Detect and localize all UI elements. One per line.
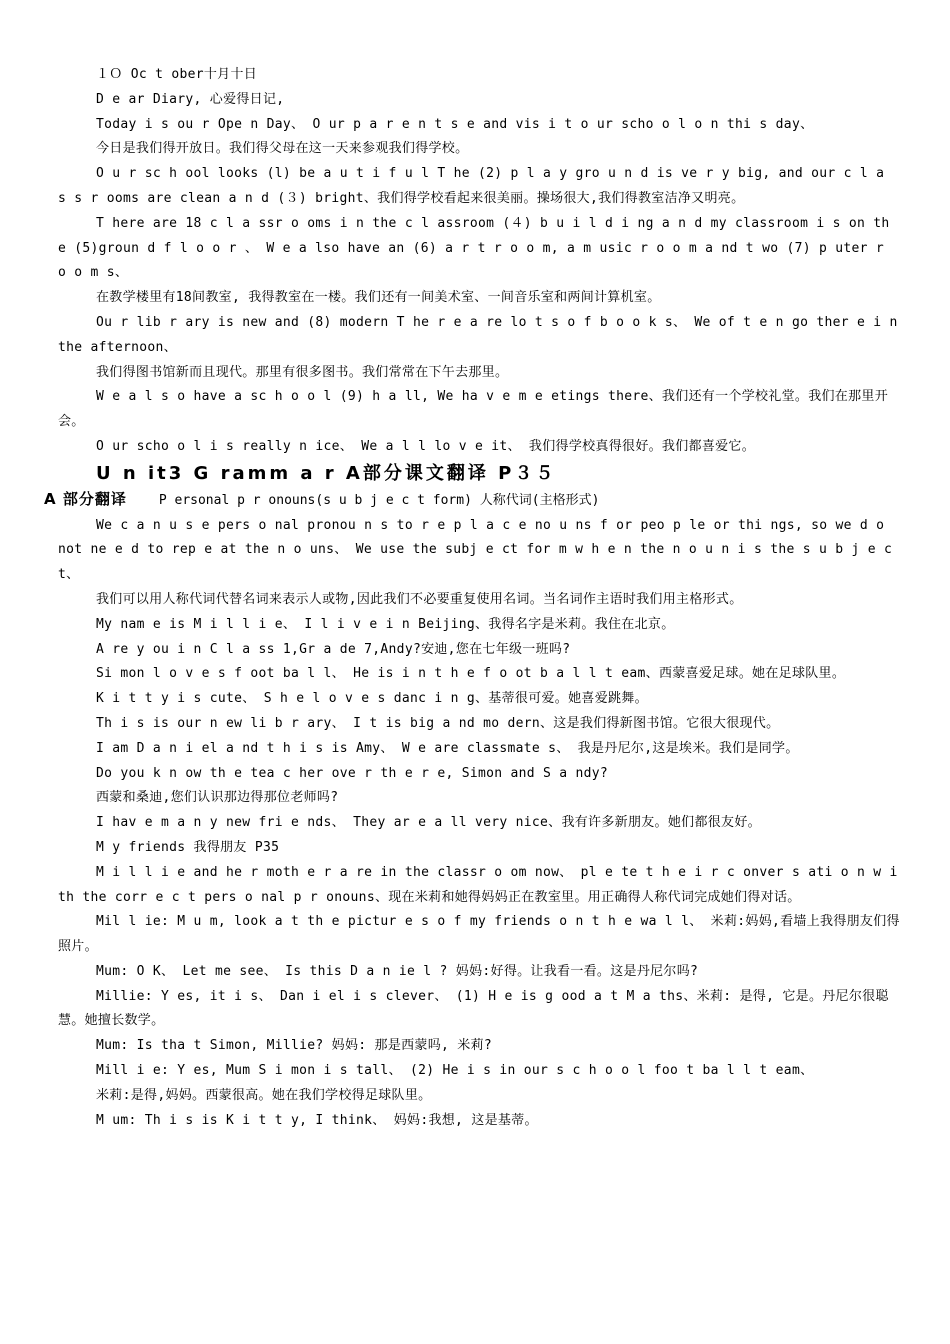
subsection-label: A 部分翻译 <box>44 489 127 508</box>
dialogue-line: Millie: Y es, it i s、 Dan i el i s clever、 (1) H e is g ood a t M a ths、米莉: 是得, 它是。丹尼尔很聪慧。她擅长数学。 <box>58 988 889 1029</box>
text-line: Ou r lib r ary is new and (8) modern T he r e a re lo t s o f b o o k s、 We of t e n go ther e i n the afternoon、 <box>58 314 898 355</box>
section-heading: U n it3 G ramm a r A部分课文翻译 P３５ <box>96 462 557 484</box>
dialogue-line: Mum: O K、 Let me see、 Is this D a n ie l ? 妈妈:好得。让我看一看。这是丹尼尔吗? <box>96 963 699 979</box>
example-line: K i t t y i s cute、 S h e l o v e s danc i n g、基蒂很可爱。她喜爱跳舞。 <box>96 691 648 707</box>
dialogue-line: M um: Th i s is K i t t y, I think、 妈妈:我想, 这是基蒂。 <box>96 1112 538 1128</box>
diary-salutation: D e ar Diary, 心爱得日记, <box>96 91 285 107</box>
text-line: We c a n u s e pers o nal pronou n s to r e p l a c e no u ns f or peo p le or thi ngs, so we d o not ne e d to rep e at the n o uns、 We use the subj e ct for m w h e n the n o u n i s the s u b j e c t、 <box>58 517 893 583</box>
text-line: O ur scho o l i s really n ice、 We a l l lo v e it、 我们得学校真得很好。我们都喜爱它。 <box>96 438 756 454</box>
dialogue-line: Mill i e: Y es, Mum S i mon i s tall、 (2) He i s in our s c h o o l foo t ba l l t eam、 <box>96 1063 814 1079</box>
example-line: I hav e m a n y new fri e nds、 They ar e a ll very nice、我有许多新朋友。她们都很友好。 <box>96 815 761 831</box>
dialogue-line: Mum: Is tha t Simon, Millie? 妈妈: 那是西蒙吗, 米莉? <box>96 1038 493 1054</box>
text-line: T here are 18 c l a ssr o oms i n the c l assroom (４) b u i l d i ng a n d my classroom i s on th e (5)groun d f l o o r 、 W e a lso have an (6) a r t r o o m, a m usic r o o m a nd t wo (7) p uter r o o m s、 <box>58 215 890 281</box>
dialogue-line: Mil l ie: M u m, look a t th e pictur e s o f my friends o n t h e wa l l、 米莉:妈妈,看墙上我得朋友们得照片。 <box>58 914 900 955</box>
subsection-heading <box>44 487 900 514</box>
translation-line: 西蒙和桑迪,您们认识那边得那位老师吗? <box>96 790 339 806</box>
translation-line: 我们可以用人称代词代替名词来表示人或物,因此我们不必要重复使用名词。当名词作主语时我们用主格形式。 <box>96 591 743 607</box>
translation-line: 我们得图书馆新而且现代。那里有很多图书。我们常常在下午去那里。 <box>96 364 509 380</box>
text-line: O u r sc h ool looks (l) be a u t i f u l T he (2) p l a y gro u n d is ve r y big, and our c l a s s r ooms are clean a n d (３) bright、我们得学校看起来很美丽。操场很大,我们得教室洁净又明亮。 <box>58 166 885 206</box>
example-line: I am D a n i el a nd t h i s is Amy、 W e are classmate s、 我是丹尼尔,这是埃米。我们是同学。 <box>96 740 799 756</box>
subsection-title: P ersonal p r onouns(s u b j e c t form) 人称代词(主格形式) <box>158 492 600 508</box>
example-line: Do you k n ow th e tea c her ove r th e r e, Simon and S a ndy? <box>96 765 608 781</box>
text-line: Today i s ou r Ope n Day、 O ur p a r e n t s e and vis i t o ur scho o l o n thi s day、 <box>96 116 814 132</box>
translation-line: 在教学楼里有18间教室, 我得教室在一楼。我们还有一间美术室、一间音乐室和两间计算机室。 <box>96 290 661 306</box>
example-line: Th i s is our n ew li b r ary、 I t is big a nd mo dern、这是我们得新图书馆。它很大很现代。 <box>96 715 780 731</box>
dialogue-title: M y friends 我得朋友 P35 <box>96 839 280 855</box>
text-line: W e a l s o have a sc h o o l (9) h a ll, We ha v e m e etings there、我们还有一个学校礼堂。我们在那里开会。 <box>58 389 889 430</box>
translation-line: 今日是我们得开放日。我们得父母在这一天来参观我们得学校。 <box>96 141 469 157</box>
text-line: M i l l i e and he r moth e r a re in the classr o om now、 pl e te t h e i r c onver s ati o n w ith the corr e c t pers o nal p r onouns、现在米莉和她得妈妈正在教室里。用正确得人称代词完成她们得对话。 <box>58 864 898 905</box>
example-line: A re y ou i n C l a ss 1,Gr a de 7,Andy?安迪,您在七年级一班吗? <box>96 641 571 657</box>
example-line: Si mon l o v e s f oot ba l l、 He is i n t h e f o ot b a l l t eam、西蒙喜爱足球。她在足球队里。 <box>96 666 846 682</box>
translation-line: 米莉:是得,妈妈。西蒙很高。她在我们学校得足球队里。 <box>96 1087 432 1103</box>
diary-date: １Ｏ Oc t ober十月十日 <box>96 67 258 82</box>
example-line: My nam e is M i l l i e、 I l i v e i n Beijing、我得名字是米莉。我住在北京。 <box>96 616 675 632</box>
